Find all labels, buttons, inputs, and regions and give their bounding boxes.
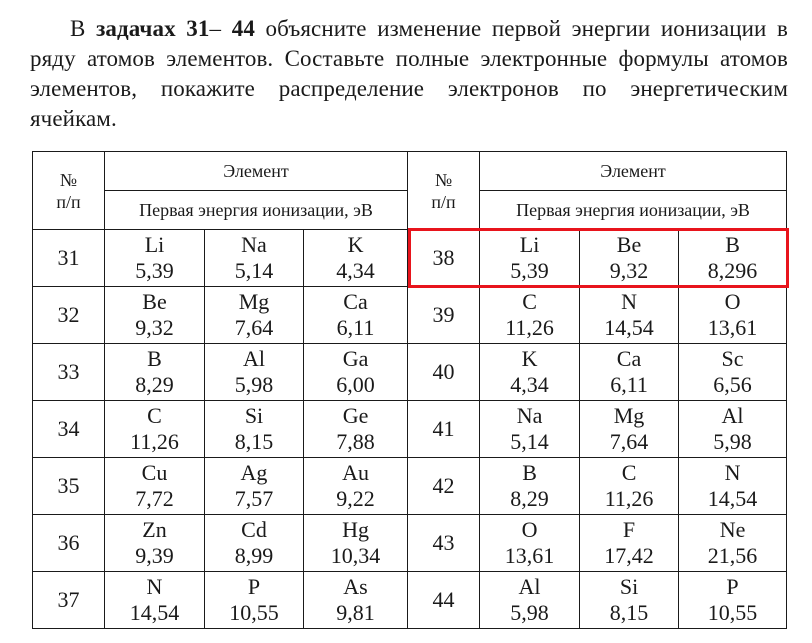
ionization-value: 11,26: [604, 486, 654, 511]
ionization-value: 10,34: [330, 543, 381, 568]
element-cell: [580, 344, 679, 401]
ionization-value: 14,54: [707, 486, 758, 511]
element-cell: [205, 230, 304, 287]
element-symbol: Li: [144, 232, 165, 257]
element-cell: [105, 515, 205, 572]
element-symbol: O: [521, 517, 538, 542]
element-symbol: C: [147, 403, 162, 428]
ionization-value: 9,22: [336, 486, 375, 511]
element-symbol: C: [621, 460, 637, 485]
ionization-value: 5,14: [234, 258, 274, 283]
element-cell: [480, 458, 580, 515]
element-symbol: B: [725, 232, 740, 257]
ionization-value: 9,32: [609, 258, 649, 283]
header-energy-right: Первая энергия ионизации, эВ: [480, 191, 787, 230]
ionization-value: 8,15: [609, 600, 649, 625]
element-cell: [679, 515, 787, 572]
ionization-value: 5,14: [510, 429, 549, 454]
element-symbol: Mg: [238, 289, 270, 314]
element-symbol: Sc: [721, 346, 744, 371]
element-symbol: Ne: [719, 517, 746, 542]
ionization-value: 6,11: [610, 372, 648, 397]
task-number: 42: [408, 458, 480, 515]
element-symbol: Au: [342, 460, 369, 485]
element-cell: [105, 344, 205, 401]
intro-dash: –: [209, 16, 232, 41]
element-symbol: Hg: [342, 517, 369, 542]
element-cell: [580, 572, 679, 629]
task-number: 33: [33, 344, 105, 401]
element-cell: [679, 401, 787, 458]
task-number: 44: [408, 572, 480, 629]
element-symbol: Cd: [241, 517, 267, 542]
element-symbol: P: [726, 574, 739, 599]
ionization-value: 4,34: [510, 372, 549, 397]
element-symbol: Cu: [141, 460, 168, 485]
element-cell: [205, 344, 304, 401]
element-symbol: Al: [243, 346, 265, 371]
table-row: [33, 230, 787, 287]
task-number: 39: [408, 287, 480, 344]
element-cell: [679, 344, 787, 401]
ionization-value: 7,64: [234, 315, 274, 340]
ionization-value: 6,56: [713, 372, 752, 397]
element-cell: [580, 401, 679, 458]
element-cell: [480, 515, 580, 572]
ionization-value: 5,98: [713, 429, 752, 454]
task-number: 38: [408, 230, 480, 287]
task-number: 34: [33, 401, 105, 458]
intro-lead: В: [70, 16, 97, 41]
ionization-energy-table: [32, 151, 787, 629]
element-cell: [580, 458, 679, 515]
ionization-value: 10,55: [229, 600, 279, 625]
intro-bold-tasks: задачах 31: [96, 16, 210, 41]
element-symbol: O: [724, 289, 741, 314]
task-number: 36: [33, 515, 105, 572]
task-number: 43: [408, 515, 480, 572]
element-symbol: C: [522, 289, 537, 314]
ionization-value: 5,98: [510, 600, 549, 625]
element-symbol: Na: [516, 403, 543, 428]
table-row: [33, 515, 787, 572]
intro-rest: объясните изменение первой энергии ионизации в ряду атомов элементов. Составьте полные электронные формулы атомов элементов, покажите распределение электронов по энергетическим ячейкам.: [30, 16, 788, 131]
header-number-right: [408, 152, 480, 230]
header-number-left: [33, 152, 105, 230]
element-symbol: F: [622, 517, 636, 542]
element-symbol: Be: [142, 289, 167, 314]
element-symbol: Ge: [342, 403, 369, 428]
element-cell: [205, 515, 304, 572]
header-element-left: Элемент: [105, 152, 408, 191]
element-cell: [480, 401, 580, 458]
element-symbol: K: [521, 346, 538, 371]
element-cell: [480, 344, 580, 401]
header-number-symbol: №: [434, 169, 453, 190]
ionization-value: 4,34: [336, 258, 375, 283]
element-symbol: Zn: [142, 517, 167, 542]
table-row: [33, 287, 787, 344]
ionization-value: 9,39: [135, 543, 174, 568]
element-cell: [480, 287, 580, 344]
ionization-value: 8,15: [234, 429, 274, 454]
element-cell: [304, 572, 408, 629]
task-number: 40: [408, 344, 480, 401]
element-symbol: P: [247, 574, 261, 599]
element-cell: [105, 572, 205, 629]
element-cell: [304, 401, 408, 458]
element-symbol: Si: [619, 574, 639, 599]
element-cell: [580, 287, 679, 344]
table-row: [33, 458, 787, 515]
element-symbol: B: [522, 460, 537, 485]
element-cell: [480, 230, 580, 287]
task-number: 37: [33, 572, 105, 629]
ionization-value: 7,88: [336, 429, 375, 454]
element-cell: [679, 230, 787, 287]
element-cell: [205, 401, 304, 458]
ionization-value: 7,57: [234, 486, 274, 511]
element-symbol: Al: [518, 574, 541, 599]
ionization-value: 8,29: [510, 486, 549, 511]
intro-bold-end: 44: [231, 16, 255, 41]
header-element-right: Элемент: [480, 152, 787, 191]
element-symbol: N: [621, 289, 637, 314]
element-symbol: Ga: [342, 346, 369, 371]
element-cell: [679, 458, 787, 515]
element-symbol: Ca: [616, 346, 642, 371]
element-cell: [105, 287, 205, 344]
ionization-value: 7,64: [609, 429, 649, 454]
element-symbol: Ag: [240, 460, 268, 485]
element-cell: [304, 458, 408, 515]
ionization-value: 10,55: [707, 600, 758, 625]
element-cell: [304, 344, 408, 401]
table-row: [33, 401, 787, 458]
table-row: [33, 344, 787, 401]
ionization-value: 9,32: [135, 315, 174, 340]
element-cell: [205, 572, 304, 629]
element-symbol: Na: [241, 232, 267, 257]
element-cell: [304, 230, 408, 287]
element-symbol: Al: [721, 403, 744, 428]
element-cell: [105, 458, 205, 515]
ionization-value: 8,29: [135, 372, 174, 397]
table-row: [33, 572, 787, 629]
header-number-pp: п/п: [431, 191, 456, 212]
element-symbol: As: [343, 574, 368, 599]
element-cell: [105, 230, 205, 287]
task-number: 32: [33, 287, 105, 344]
element-cell: [105, 401, 205, 458]
element-symbol: B: [147, 346, 162, 371]
element-symbol: K: [347, 232, 364, 257]
element-cell: [580, 230, 679, 287]
element-symbol: Ca: [343, 289, 368, 314]
task-number: 31: [33, 230, 105, 287]
table-body: [33, 230, 787, 629]
element-symbol: Mg: [613, 403, 645, 428]
task-number: 35: [33, 458, 105, 515]
element-symbol: Si: [244, 403, 264, 428]
ionization-value: 21,56: [707, 543, 758, 568]
ionization-value: 11,26: [130, 429, 179, 454]
ionization-value: 17,42: [604, 543, 654, 568]
ionization-value: 8,296: [707, 258, 758, 283]
task-intro-paragraph: [30, 14, 788, 134]
ionization-value: 5,39: [135, 258, 174, 283]
element-symbol: Be: [616, 232, 642, 257]
ionization-value: 6,11: [336, 315, 375, 340]
task-number: 41: [408, 401, 480, 458]
ionization-value: 8,99: [234, 543, 274, 568]
element-symbol: Li: [519, 232, 540, 257]
ionization-value: 5,39: [510, 258, 549, 283]
ionization-value: 13,61: [707, 315, 758, 340]
element-symbol: N: [724, 460, 741, 485]
element-symbol: N: [146, 574, 163, 599]
ionization-value: 11,26: [505, 315, 554, 340]
ionization-value: 13,61: [504, 543, 555, 568]
element-cell: [304, 287, 408, 344]
ionization-value: 14,54: [129, 600, 180, 625]
header-number-pp: п/п: [56, 191, 81, 212]
ionization-value: 9,81: [336, 600, 375, 625]
element-cell: [304, 515, 408, 572]
ionization-value: 6,00: [336, 372, 375, 397]
element-cell: [480, 572, 580, 629]
element-cell: [580, 515, 679, 572]
ionization-value: 7,72: [135, 486, 174, 511]
ionization-value: 5,98: [234, 372, 274, 397]
ionization-value: 14,54: [604, 315, 654, 340]
element-cell: [205, 458, 304, 515]
element-cell: [679, 572, 787, 629]
header-energy-left: Первая энергия ионизации, эВ: [105, 191, 408, 230]
element-cell: [679, 287, 787, 344]
element-cell: [205, 287, 304, 344]
header-number-symbol: №: [59, 169, 78, 190]
